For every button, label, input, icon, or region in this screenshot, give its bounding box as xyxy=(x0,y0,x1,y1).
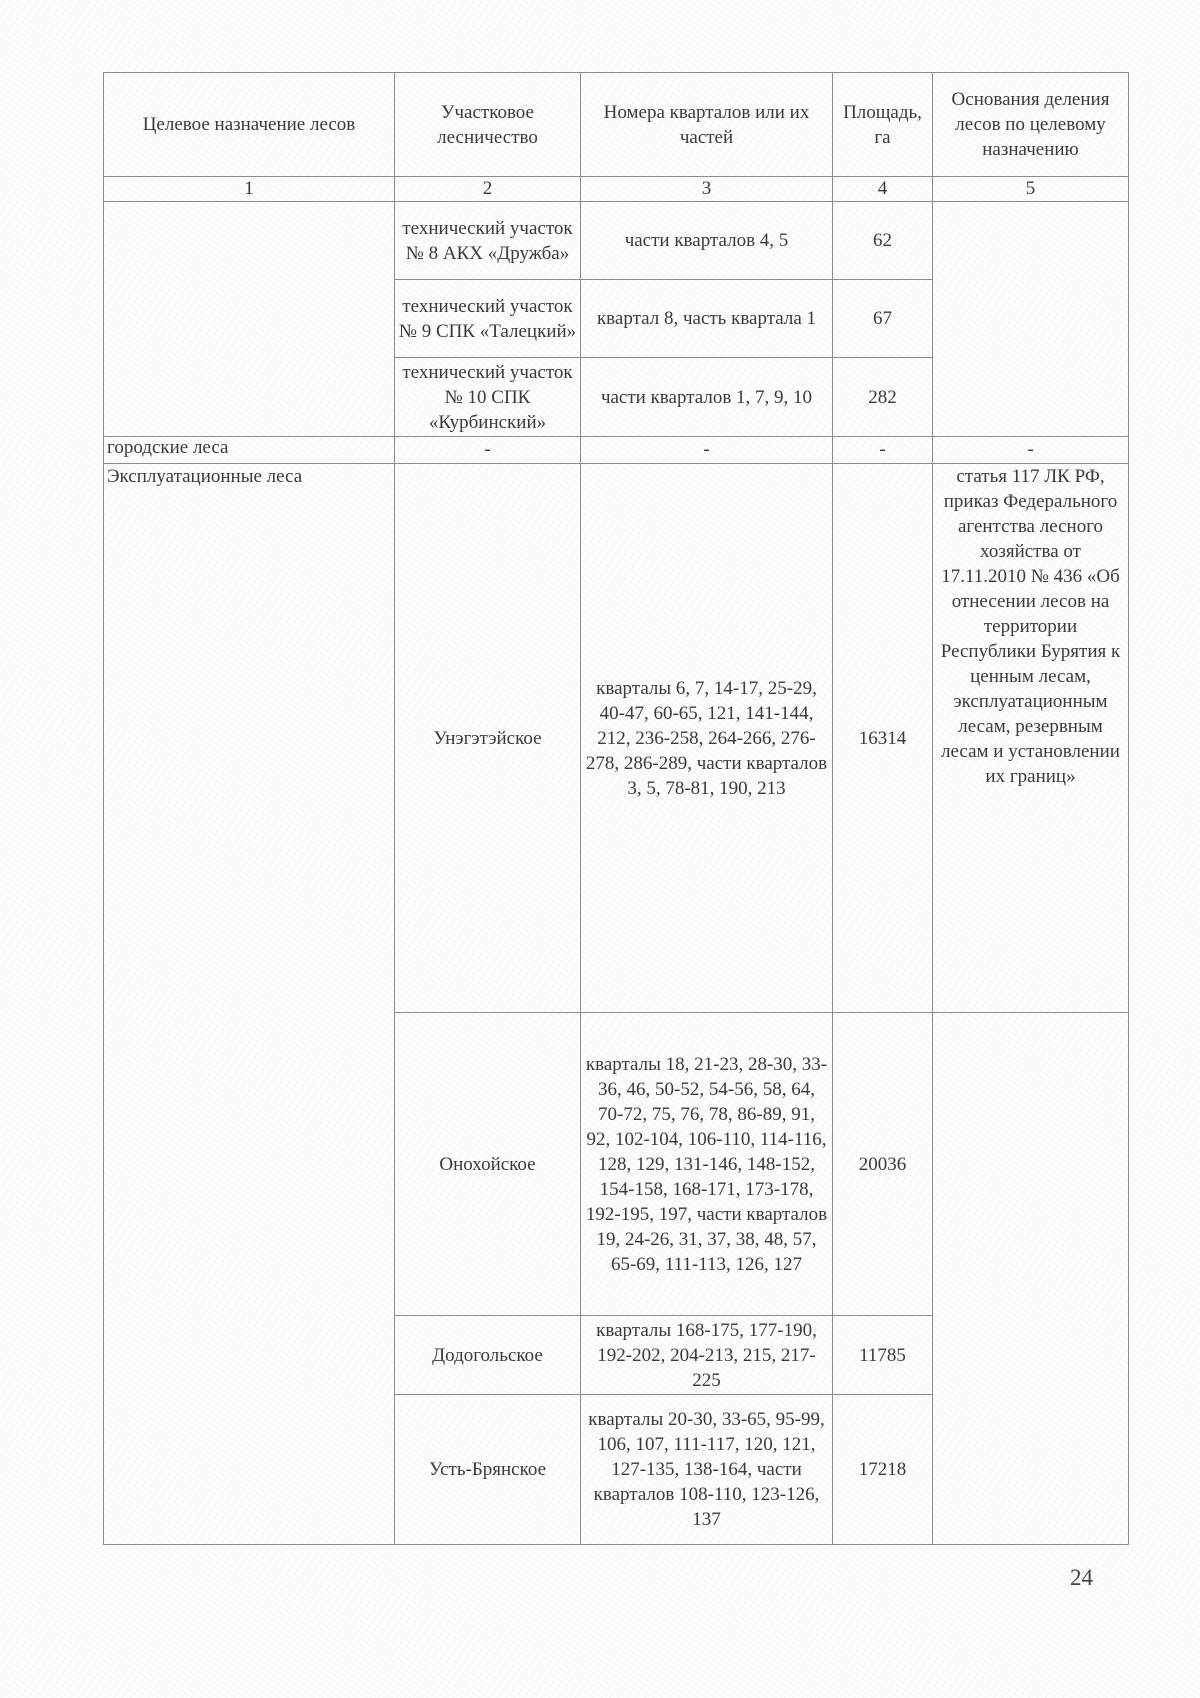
quarters-cell: части кварталов 1, 7, 9, 10 xyxy=(581,358,833,437)
forestry-cell: Усть-Брянское xyxy=(395,1395,581,1545)
city-forests-row xyxy=(104,437,1129,464)
area-cell: 282 xyxy=(833,358,933,437)
forestry-cell: - xyxy=(395,437,581,464)
column-number: 3 xyxy=(581,177,833,202)
area-cell: - xyxy=(833,437,933,464)
table-row xyxy=(104,202,1129,280)
basis-cell-empty xyxy=(933,202,1129,437)
table-header-row xyxy=(104,73,1129,177)
purpose-cell: городские леса xyxy=(104,437,395,464)
column-number: 2 xyxy=(395,177,581,202)
area-cell: 67 xyxy=(833,280,933,358)
column-number: 1 xyxy=(104,177,395,202)
quarters-cell: кварталы 168-175, 177-190, 192-202, 204-213, 215, 217-225 xyxy=(581,1316,833,1395)
forestry-cell: Додогольское xyxy=(395,1316,581,1395)
header-basis: Основания деления лесов по целевому назначению xyxy=(933,73,1129,177)
forestry-cell: технический участок № 10 СПК «Курбинский» xyxy=(395,358,581,437)
header-purpose: Целевое назначение лесов xyxy=(104,73,395,177)
basis-cell-empty xyxy=(933,1013,1129,1545)
quarters-cell: кварталы 18, 21-23, 28-30, 33-36, 46, 50-52, 54-56, 58, 64, 70-72, 75, 76, 78, 86-89, 91, 92, 102-104, 106-110, 114-116, 128, 129, 131-146, 148-152, 154-158, 168-171, 173-178, 192-195, 197, части кварталов 19, 24-26, 31, 37, 38, 48, 57, 65-69, 111-113, 126, 127 xyxy=(581,1013,833,1316)
quarters-cell: квартал 8, часть квартала 1 xyxy=(581,280,833,358)
forestry-cell: Онохойское xyxy=(395,1013,581,1316)
header-area: Площадь, га xyxy=(833,73,933,177)
area-cell: 17218 xyxy=(833,1395,933,1545)
header-quarters: Номера кварталов или их частей xyxy=(581,73,833,177)
forest-division-table xyxy=(103,72,1129,1545)
area-cell: 20036 xyxy=(833,1013,933,1316)
forestry-cell: Унэгэтэйское xyxy=(395,464,581,1013)
column-number: 4 xyxy=(833,177,933,202)
basis-cell: - xyxy=(933,437,1129,464)
column-number: 5 xyxy=(933,177,1129,202)
quarters-cell: кварталы 6, 7, 14-17, 25-29, 40-47, 60-65, 121, 141-144, 212, 236-258, 264-266, 276-278, 286-289, части кварталов 3, 5, 78-81, 190, 213 xyxy=(581,464,833,1013)
purpose-cell: Эксплуатационные леса xyxy=(104,464,395,1545)
quarters-cell: кварталы 20-30, 33-65, 95-99, 106, 107, 111-117, 120, 121, 127-135, 138-164, части кварталов 108-110, 123-126, 137 xyxy=(581,1395,833,1545)
forestry-cell: технический участок № 8 АКХ «Дружба» xyxy=(395,202,581,280)
area-cell: 11785 xyxy=(833,1316,933,1395)
purpose-cell-empty xyxy=(104,202,395,437)
basis-cell: статья 117 ЛК РФ, приказ Федерального агентства лесного хозяйства от 17.11.2010 № 436 «Об отнесении лесов на территории Республики Бурятия к ценным лесам, эксплуатационным лесам, резервным лесам и установлении их границ» xyxy=(933,464,1129,1013)
area-cell: 16314 xyxy=(833,464,933,1013)
area-cell: 62 xyxy=(833,202,933,280)
page-number: 24 xyxy=(1070,1565,1093,1590)
table-row xyxy=(104,464,1129,1013)
forestry-cell: технический участок № 9 СПК «Талецкий» xyxy=(395,280,581,358)
quarters-cell: - xyxy=(581,437,833,464)
column-number-row xyxy=(104,177,1129,202)
quarters-cell: части кварталов 4, 5 xyxy=(581,202,833,280)
header-forestry: Участковое лесничество xyxy=(395,73,581,177)
